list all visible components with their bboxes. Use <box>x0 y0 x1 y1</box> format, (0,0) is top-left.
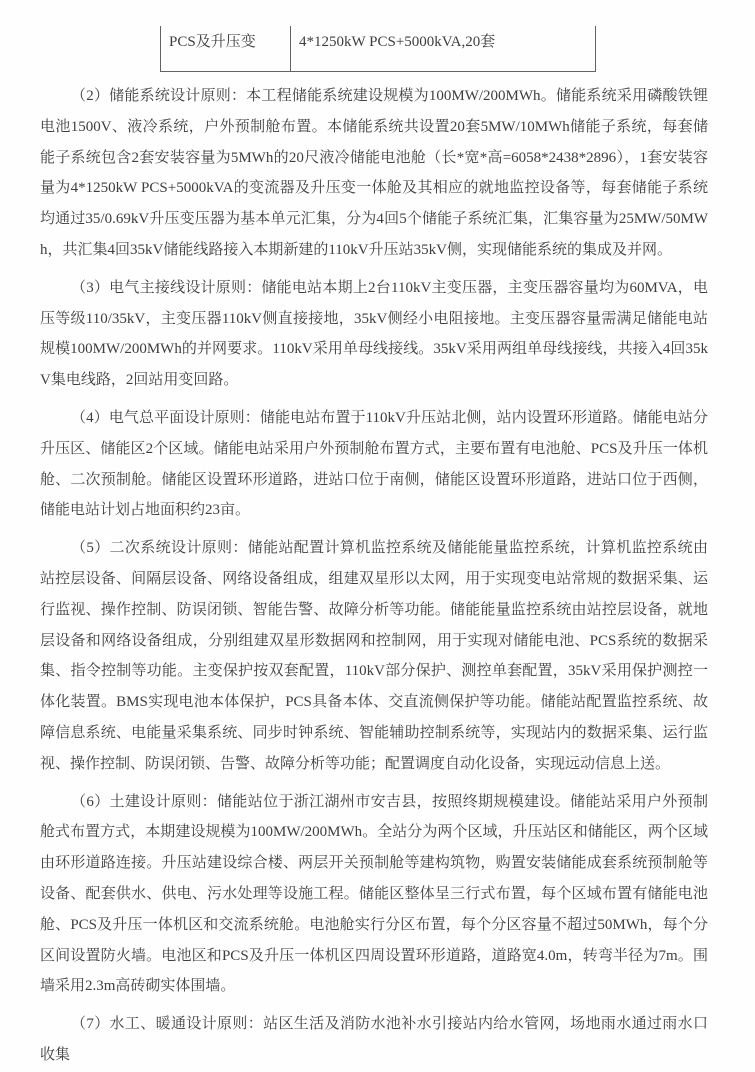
document-body <box>40 81 708 1072</box>
table-cell-pcs-label: PCS及升压变 <box>161 26 291 71</box>
spec-table-fragment <box>160 26 596 72</box>
paragraph-7-hydraulic-hvac-design: （7）水工、暖通设计原则：站区生活及消防水池补水引接站内给水管网，场地雨水通过雨水口收集 <box>40 1016 708 1063</box>
paragraph-3-main-electrical-wiring-design: （3）电气主接线设计原则：储能电站本期上2台110kV主变压器，主变压器容量均为60MVA，电压等级110/35kV，主变压器110kV侧直接接地，35kV侧经小电阻接地。主变压器容量需满足储能电站规模100MW/200MWh的并网要求。110kV采用单母线接线。35kV采用两组单母线接线，共接入4回35kV集电线路，2回站用变回路。 <box>40 279 708 389</box>
table-cell-pcs-value: 4*1250kW PCS+5000kVA,20套 <box>299 34 496 50</box>
paragraph-6-civil-works-design: （6）土建设计原则：储能站位于浙江湖州市安吉县，按照终期规模建设。储能站采用户外预制舱式布置方式，本期建设规模为100MW/200MWh。全站分为两个区域，升压站区和储能区，两个区域由环形道路连接。升压站建设综合楼、两层开关预制舱等建构筑物，购置安装储能成套系统预制舱等设备、配套供水、供电、污水处理等设施工程。储能区整体呈三行式布置，每个区域布置有储能电池舱、PCS及升压一体机区和交流系统舱。电池舱实行分区布置，每个分区容量不超过50MWh，每个分区间设置防火墙。电池区和PCS及升压一体机区四周设置环形道路，道路宽4.0m，转弯半径为7m。围墙采用2.3m高砖砌实体围墙。 <box>40 793 708 995</box>
paragraph-2-storage-system-design: （2）储能系统设计原则：本工程储能系统建设规模为100MW/200MWh。储能系统采用磷酸铁锂电池1500V、液冷系统，户外预制舱布置。本储能系统共设置20套5MW/10MWh储能子系统，每套储能子系统包含2套安装容量为5MWh的20尺液冷储能电池舱（长*宽*高=6058*2438*2896），1套安装容量为4*1250kW PCS+5000kVA的变流器及升压变一体舱及其相应的就地监控设备等，每套储能子系统均通过35/0.69kV升压变压器为基本单元汇集，分为4回5个储能子系统汇集，汇集容量为25MW/50MWh，共汇集4回35kV储能线路接入本期新建的110kV升压站35kV侧，实现储能系统的集成及并网。 <box>40 88 708 258</box>
paragraph-5-secondary-system-design: （5）二次系统设计原则：储能站配置计算机监控系统及储能能量监控系统，计算机监控系统由站控层设备、间隔层设备、网络设备组成，组建双星形以太网，用于实现变电站常规的数据采集、运行监视、操作控制、防误闭锁、智能告警、故障分析等功能。储能能量监控系统由站控层设备，就地层设备和网络设备组成，分别组建双星形数据网和控制网，用于实现对储能电池、PCS系统的数据采集、指令控制等功能。主变保护按双套配置，110kV部分保护、测控单套配置，35kV采用保护测控一体化装置。BMS实现电池本体保护，PCS具备本体、交直流侧保护等功能。储能站配置监控系统、故障信息系统、电能量采集系统、同步时钟系统、智能辅助控制系统等，实现站内的数据采集、运行监视、操作控制、防误闭锁、告警、故障分析等功能；配置调度自动化设备，实现远动信息上送。 <box>40 540 708 772</box>
paragraph-4-electrical-general-layout-design: （4）电气总平面设计原则：储能电站布置于110kV升压站北侧，站内设置环形道路。储能电站分升压区、储能区2个区域。储能电站采用户外预制舱布置方式，主要布置有电池舱、PCS及升压一体机舱、二次预制舱。储能区设置环形道路，进站口位于南侧，储能区设置环形道路，进站口位于西侧，储能电站计划占地面积约23亩。 <box>40 409 708 519</box>
